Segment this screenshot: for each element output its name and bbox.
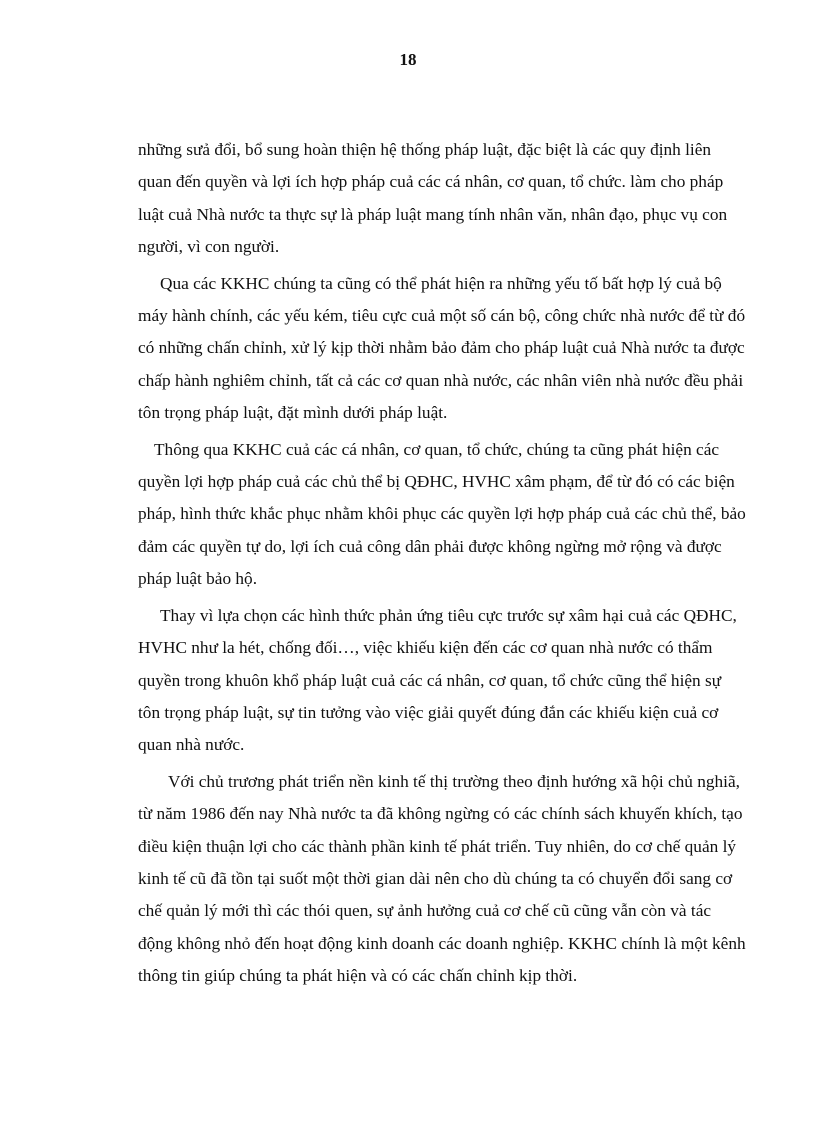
text-line: động không nhỏ đến hoạt động kinh doanh các doanh nghiệp. KKHC chính là một kênh (138, 933, 746, 953)
text-line: Với chủ trương phát triển nền kinh tế thị trường theo định hướng xã hội chủ nghiã, (168, 771, 740, 791)
text-line: tôn trọng pháp luật, đặt mình dưới pháp luật. (138, 403, 448, 423)
text-line: chấp hành nghiêm chỉnh, tất cả các cơ quan nhà nước, các nhân viên nhà nước đều phải (138, 370, 744, 390)
document-body (138, 134, 746, 993)
text-line: luật cuả Nhà nước ta thực sự là pháp luật mang tính nhân văn, nhân đạo, phục vụ con (138, 204, 728, 224)
paragraph-4 (138, 600, 737, 762)
text-line: Qua các KKHC chúng ta cũng có thể phát hiện ra những yếu tố bất hợp lý cuả bộ (160, 273, 722, 293)
text-line: từ năm 1986 đến nay Nhà nước ta đã không ngừng có các chính sách khuyến khích, tạo (138, 804, 743, 824)
text-line: quyền trong khuôn khổ pháp luật cuả các cá nhân, cơ quan, tổ chức cũng thể hiện sự (138, 670, 722, 690)
text-line: người, vì con người. (138, 237, 280, 257)
text-line: quan nhà nước. (138, 735, 245, 755)
text-line: Thay vì lựa chọn các hình thức phản ứng tiêu cực trước sự xâm hại cuả các QĐHC, (160, 605, 737, 625)
text-line: Thông qua KKHC cuả các cá nhân, cơ quan, tổ chức, chúng ta cũng phát hiện các (154, 439, 720, 459)
text-line: HVHC như la hét, chống đối…, việc khiếu kiện đến các cơ quan nhà nước có thẩm (138, 638, 713, 658)
text-line: quyền lợi hợp pháp cuả các chủ thể bị QĐHC, HVHC xâm phạm, để từ đó có các biện (138, 472, 735, 492)
paragraph-2 (138, 268, 746, 430)
text-line: máy hành chính, các yếu kém, tiêu cực cuả một số cán bộ, công chức nhà nước để từ đó (138, 306, 746, 326)
text-line: pháp, hình thức khắc phục nhằm khôi phục các quyền lợi hợp pháp cuả các chủ thể, bảo (138, 504, 746, 524)
page-number: 18 (399, 50, 417, 69)
paragraph-3 (138, 434, 746, 596)
text-line: những sưả đổi, bổ sung hoàn thiện hệ thống pháp luật, đặc biệt là các quy định liên (138, 140, 712, 159)
text-line: đảm các quyền tự do, lợi ích cuả công dân phải được không ngừng mở rộng và được (138, 536, 722, 556)
paragraph-1 (138, 134, 728, 264)
text-line: kinh tế cũ đã tồn tại suốt một thời gian dài nên cho dù chúng ta có chuyển đổi sang cơ (138, 868, 733, 888)
text-line: thông tin giúp chúng ta phát hiện và có các chấn chỉnh kịp thời. (138, 966, 578, 986)
text-line: pháp luật bảo hộ. (138, 569, 258, 589)
text-line: chế quản lý mới thì các thói quen, sự ảnh hưởng cuả cơ chế cũ cũng vẫn còn và tác (138, 901, 712, 921)
text-line: quan đến quyền và lợi ích hợp pháp cuả các cá nhân, cơ quan, tổ chức. làm cho pháp (138, 172, 724, 192)
text-line: điều kiện thuận lợi cho các thành phần kinh tế phát triển. Tuy nhiên, do cơ chế quản lý (138, 836, 737, 856)
text-line: có những chấn chỉnh, xử lý kịp thời nhằm bảo đảm cho pháp luật cuả Nhà nước ta được (138, 338, 745, 358)
paragraph-5 (138, 766, 746, 993)
text-line: tôn trọng pháp luật, sự tin tưởng vào việc giải quyết đúng đắn các khiếu kiện cuả cơ (138, 702, 719, 722)
